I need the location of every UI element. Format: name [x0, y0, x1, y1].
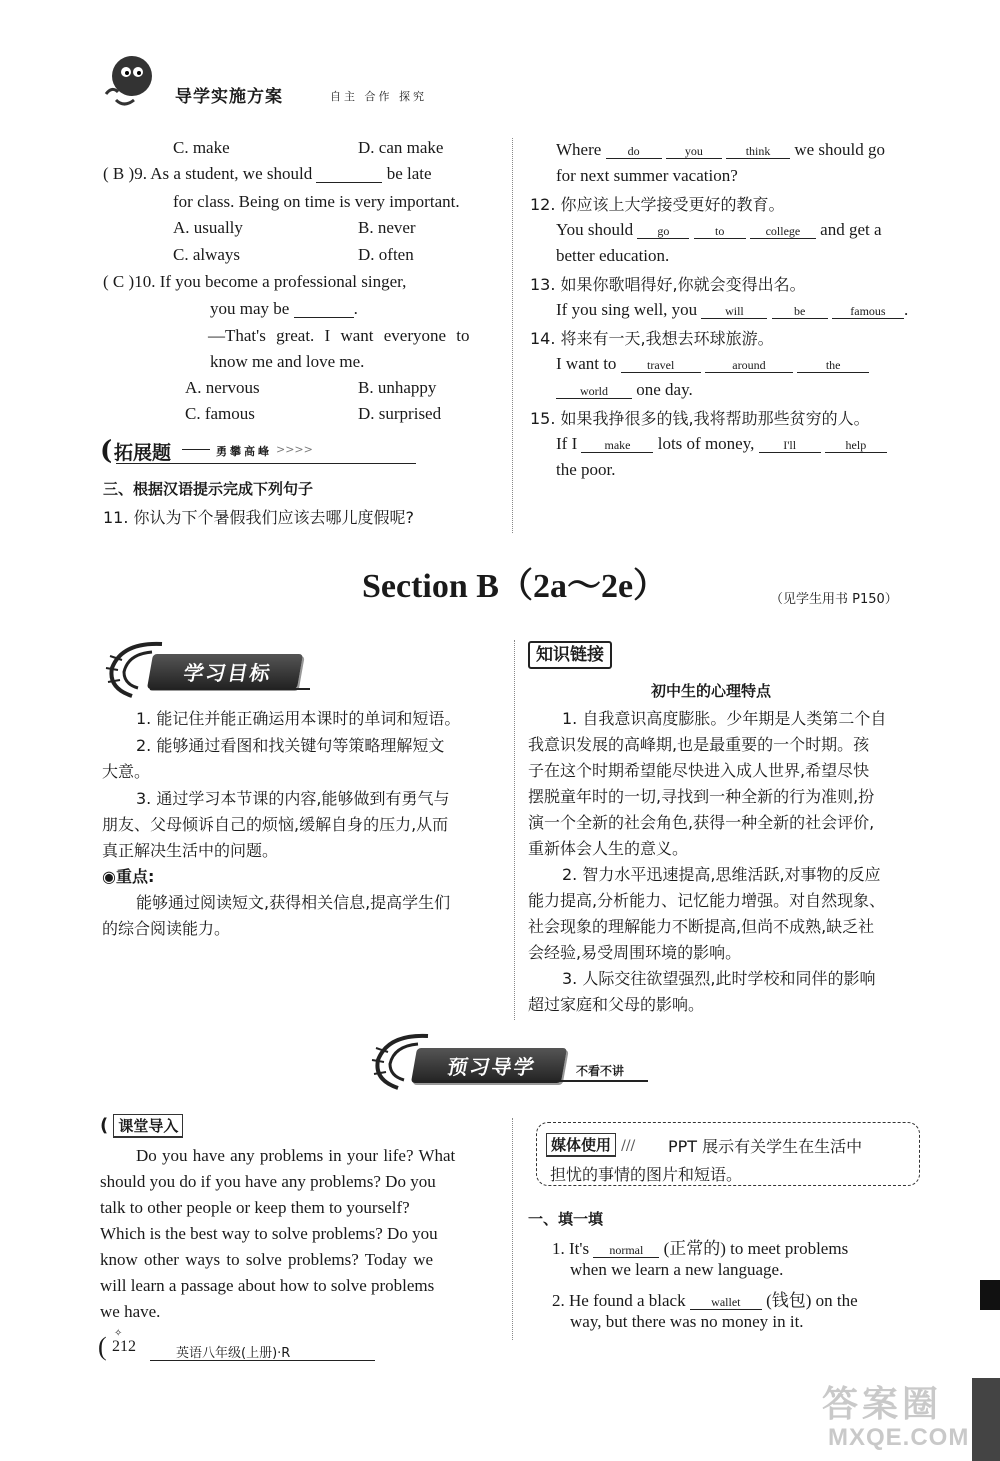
key-point-label: ◉重点:	[102, 867, 155, 886]
q14-english-line2: world one day.	[556, 380, 693, 400]
goal-2b: 大意。	[102, 762, 151, 781]
q8-option-d: D. can make	[358, 138, 444, 157]
q11-english-line2: for next summer vacation?	[556, 166, 738, 185]
fill-title: 一、填一填	[528, 1210, 604, 1228]
intro-line-3: talk to other people or keep them to yourself?	[100, 1198, 410, 1217]
key-point-b: 的综合阅读能力。	[102, 919, 231, 938]
knowledge-p2a: 2. 智力水平迅速提高,思维活跃,对事物的反应	[562, 865, 881, 884]
watermark-chinese: 答案圈	[822, 1384, 943, 1425]
q10-option-d: D. surprised	[358, 404, 442, 423]
intro-line-4: Which is the best way to solve problems? Do you	[100, 1224, 438, 1243]
q13-chinese: 13. 如果你歌唱得好,你就会变得出名。	[530, 275, 806, 294]
knowledge-p1c: 子在这个时期希望能尽快进入成人世界,希望尽快	[528, 761, 870, 780]
knowledge-p2c: 社会现象的理解能力不断提高,但尚不成熟,缺乏社	[528, 917, 875, 936]
section-title: Section B（2a～2e）	[362, 568, 668, 605]
footer-bracket-icon: (	[98, 1332, 107, 1361]
q8-option-c: C. make	[173, 138, 230, 157]
q11-chinese: 11. 你认为下个暑假我们应该去哪儿度假呢?	[103, 508, 415, 527]
preview-banner-label: 预习导学	[411, 1048, 567, 1083]
header-subtitle: 自主 合作 探究	[330, 90, 427, 103]
fill-q1-line2: when we learn a new language.	[570, 1260, 784, 1279]
part3-title: 三、根据汉语提示完成下列句子	[103, 480, 314, 498]
extension-swirl-icon: (	[100, 436, 113, 466]
fill-q1: 1. It's normal (正常的) to meet problems	[552, 1239, 849, 1258]
q12-english: You should go to college and get a	[556, 220, 882, 239]
q15-english-line2: the poor.	[556, 460, 616, 479]
intro-line-2: should you do if you have any problems? Do you	[100, 1172, 436, 1191]
q10-option-b: B. unhappy	[358, 378, 437, 397]
chevrons-icon: >>>>	[276, 443, 313, 456]
intro-line-7: we have.	[100, 1302, 161, 1321]
knowledge-label: 知识链接	[528, 640, 612, 665]
q10-option-c: C. famous	[185, 404, 255, 423]
q9-option-b: B. never	[358, 218, 416, 237]
extension-subtitle: 勇攀高峰	[216, 445, 272, 458]
q14-english: I want to travel around the	[556, 354, 869, 374]
column-divider-middle	[514, 640, 515, 1020]
knowledge-p3a: 3. 人际交往欲望强烈,此时学校和同伴的影响	[562, 969, 876, 988]
q9-answer: B	[112, 164, 125, 183]
goal-1: 1. 能记住并能正确运用本课时的单词和短语。	[136, 709, 461, 728]
column-divider-bottom	[512, 1118, 513, 1340]
knowledge-p2b: 能力提高,分析能力、记忆能力增强。对自然现象、	[528, 891, 886, 910]
q10-blank	[294, 303, 354, 318]
media-label: 媒体使用 ///	[546, 1133, 635, 1157]
fill-q2: 2. He found a black wallet (钱包) on the	[552, 1291, 858, 1310]
preview-subtitle: 不看不讲	[576, 1064, 625, 1078]
goals-banner	[150, 652, 300, 690]
knowledge-p3b: 超过家庭和父母的影响。	[528, 995, 705, 1014]
knowledge-p1e: 演一个全新的社会角色,获得一种全新的社会评价,	[528, 813, 875, 832]
q9-option-a: A. usually	[173, 218, 243, 237]
media-text-b: 担忧的事情的图片和短语。	[550, 1165, 743, 1184]
edge-dark-strip	[972, 1378, 1000, 1461]
q11-english: Where do you think we should go	[556, 140, 885, 159]
q9-blank	[316, 168, 382, 183]
knowledge-p2d: 会经验,易受周围环境的影响。	[528, 943, 742, 962]
q13-english: If you sing well, you will be famous .	[556, 300, 909, 319]
preview-banner	[414, 1046, 564, 1084]
extension-header	[100, 436, 330, 466]
q9-option-c: C. always	[173, 245, 241, 264]
knowledge-p1f: 重新体会人生的意义。	[528, 839, 689, 858]
footer-book-title: 英语八年级(上册)·R	[176, 1346, 291, 1361]
intro-label: ( 课堂导入	[100, 1114, 183, 1138]
watermark-url: MXQE.COM	[828, 1424, 970, 1451]
goal-3b: 朋友、父母倾诉自己的烦恼,缓解自身的压力,从而	[102, 815, 449, 834]
knowledge-p1b: 我意识发展的高峰期,也是最重要的一个时期。孩	[528, 735, 870, 754]
q15-chinese: 15. 如果我挣很多的钱,我将帮助那些贫穷的人。	[530, 409, 870, 428]
q14-chinese: 14. 将来有一天,我想去环球旅游。	[530, 329, 774, 348]
q10-line4: know me and love me.	[210, 352, 365, 371]
goal-3a: 3. 通过学习本节课的内容,能够做到有勇气与	[136, 789, 450, 808]
q9-stem: ( B )9. As a student, we should be late	[103, 164, 432, 183]
q10-line2: you may be .	[210, 299, 358, 318]
intro-line-6: will learn a passage about how to solve problems	[100, 1276, 435, 1295]
q9-line2: for class. Being on time is very important.	[173, 192, 460, 211]
media-text-a: PPT 展示有关学生在生活中	[668, 1137, 863, 1156]
q12-english-line2: better education.	[556, 246, 670, 265]
goals-banner-label: 学习目标	[147, 654, 303, 689]
q12-chinese: 12. 你应该上大学接受更好的教育。	[530, 195, 785, 214]
footer-star-icon: ✧	[114, 1328, 123, 1339]
q9-option-d: D. often	[358, 245, 414, 264]
q10-stem: ( C )10. If you become a professional singer,	[103, 272, 407, 291]
extension-title: 拓展题	[114, 442, 172, 464]
knowledge-title: 初中生的心理特点	[651, 682, 772, 700]
fill-q2-line2: way, but there was no money in it.	[570, 1312, 804, 1331]
section-reference: （见学生用书 P150）	[770, 592, 898, 607]
header-title: 导学实施方案	[175, 87, 283, 107]
slash-icon: ///	[621, 1138, 636, 1154]
edge-tab-mark	[980, 1280, 1000, 1310]
goal-3c: 真正解决生活中的问题。	[102, 841, 279, 860]
q10-option-a: A. nervous	[185, 378, 260, 397]
knowledge-p1a: 1. 自我意识高度膨胀。少年期是人类第二个自	[562, 709, 887, 728]
intro-swirl-icon: (	[100, 1115, 109, 1136]
goal-2a: 2. 能够通过看图和找关键句等策略理解短文	[136, 736, 445, 755]
footer-page-number: 212	[112, 1338, 136, 1355]
q10-answer: C	[112, 272, 125, 291]
intro-line-5: know other ways to solve problems? Today we	[100, 1250, 434, 1269]
intro-line-1: Do you have any problems in your life? What	[136, 1146, 456, 1165]
mascot-logo	[98, 50, 160, 112]
knowledge-p1d: 摆脱童年时的一切,寻找到一种全新的行为准则,扮	[528, 787, 875, 806]
q10-line3: —That's great. I want everyone to	[208, 326, 470, 345]
key-point-a: 能够通过阅读短文,获得相关信息,提高学生们	[136, 893, 451, 912]
column-divider-top	[512, 138, 513, 533]
q15-english: If I make lots of money, I'll help	[556, 434, 887, 454]
